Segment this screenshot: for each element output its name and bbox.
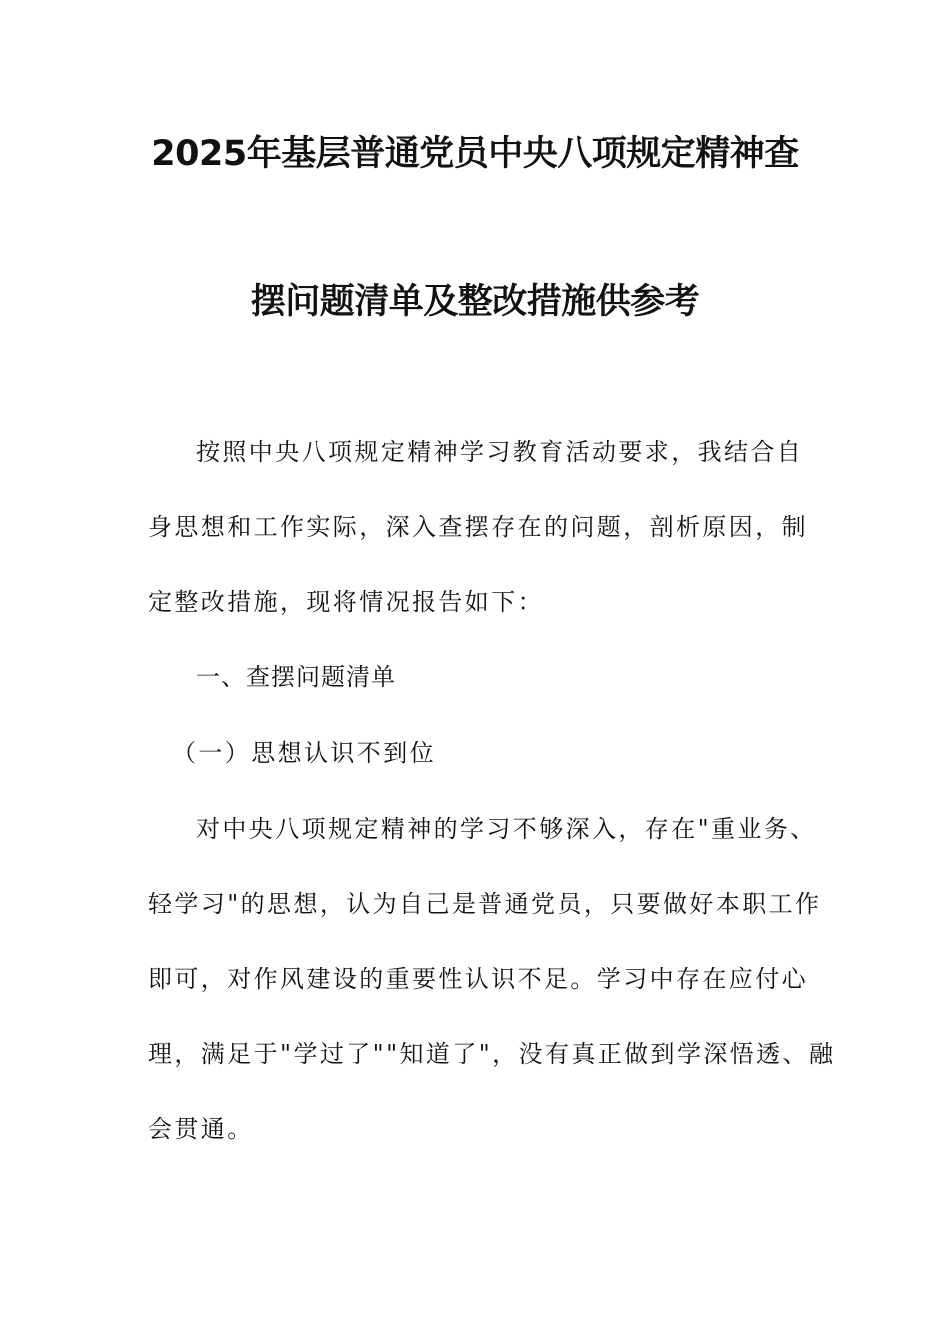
intro-paragraph-line-1: 按照中央八项规定精神学习教育活动要求，我结合自: [196, 438, 804, 466]
body-paragraph-line-5: 会贯通。: [148, 1115, 254, 1143]
subsection-heading: （一）思想认识不到位: [172, 739, 436, 767]
section-heading: 一、查摆问题清单: [196, 663, 396, 691]
intro-paragraph-line-3: 定整改措施，现将情况报告如下：: [148, 588, 544, 616]
intro-paragraph-line-2: 身思想和工作实际，深入查摆存在的问题，剖析原因，制: [148, 513, 808, 541]
body-paragraph-line-1: 对中央八项规定精神的学习不够深入，存在"重业务、: [196, 815, 817, 843]
document-title-line-2: 摆问题清单及整改措施供参考: [250, 282, 700, 322]
body-paragraph-line-3: 即可，对作风建设的重要性认识不足。学习中存在应付心: [148, 965, 808, 993]
body-paragraph-line-4: 理，满足于"学过了""知道了"，没有真正做到学深悟透、融: [148, 1040, 836, 1068]
body-paragraph-line-2: 轻学习"的思想，认为自己是普通党员，只要做好本职工作: [148, 890, 822, 918]
document-title-line-1: 2025年基层普通党员中央八项规定精神查: [151, 134, 799, 174]
